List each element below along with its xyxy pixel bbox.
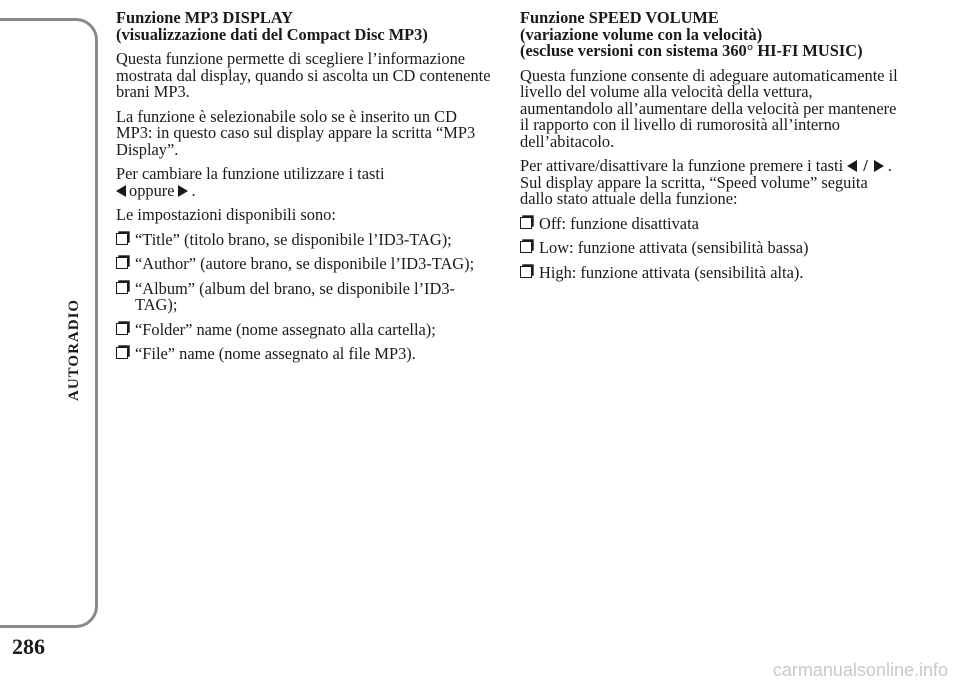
paragraph: Questa funzione consente di adeguare automaticamente il livello del volume alla velocità della vettura, aumentandolo all’aumentare della velocità per mantenere il rapporto con il livello di rumorosità all’interno dell’abitacolo. bbox=[520, 65, 898, 151]
paragraph: La funzione è selezionabile solo se è inserito un CD MP3: in questo caso sul display appare la scritta “MP3 Display”. bbox=[116, 106, 476, 159]
checkbox-bullet-icon bbox=[116, 281, 135, 298]
paragraph: Per cambiare la funzione utilizzare i tasti oppure . bbox=[116, 164, 385, 200]
list-item: Low: funzione attivata (sensibilità bassa) bbox=[520, 240, 900, 257]
list-item: “Album” (album del brano, se disponibile l’ID3-TAG); bbox=[116, 281, 496, 314]
paragraph: Per attivare/disattivare la funzione premere i tasti / . Sul display appare la scritta, “Speed volume” seguita dallo stato attuale della funzione: bbox=[520, 156, 892, 208]
paragraph: Questa funzione permette di scegliere l’informazione mostrata dal display, quando si ascolta un CD contenente brani MP3. bbox=[116, 49, 491, 101]
checkbox-bullet-icon bbox=[116, 256, 135, 273]
section-label: AUTORADIO bbox=[66, 298, 82, 402]
list-item: “Author” (autore brano, se disponibile l’ID3-TAG); bbox=[116, 256, 496, 273]
checkbox-bullet-icon bbox=[116, 232, 135, 249]
list-item: “Title” (titolo brano, se disponibile l’ID3-TAG); bbox=[116, 232, 496, 249]
arrow-left-icon bbox=[847, 160, 857, 172]
page-number: 286 bbox=[12, 634, 45, 659]
arrow-right-icon bbox=[874, 160, 884, 172]
paragraph: Le impostazioni disponibili sono: bbox=[116, 205, 336, 224]
watermark: carmanualsonline.info bbox=[772, 660, 948, 680]
arrow-left-icon bbox=[116, 185, 126, 197]
speed-volume-title: Funzione SPEED VOLUME (variazione volume con la velocità) (escluse versioni con sistema 360° HI-FI MUSIC) bbox=[520, 8, 863, 60]
list-item: “Folder” name (nome assegnato alla cartella); bbox=[116, 322, 496, 339]
checkbox-bullet-icon bbox=[520, 216, 539, 233]
list-item: High: funzione attivata (sensibilità alta). bbox=[520, 265, 900, 282]
checkbox-bullet-icon bbox=[520, 240, 539, 257]
right-column bbox=[520, 10, 900, 289]
left-column bbox=[116, 10, 496, 371]
arrow-right-icon bbox=[178, 185, 188, 197]
checkbox-bullet-icon bbox=[116, 346, 135, 363]
mp3-display-title: Funzione MP3 DISPLAY (visualizzazione dati del Compact Disc MP3) bbox=[116, 8, 428, 44]
list-item: Off: funzione disattivata bbox=[520, 216, 900, 233]
checkbox-bullet-icon bbox=[116, 322, 135, 339]
list-item: “File” name (nome assegnato al file MP3). bbox=[116, 346, 496, 363]
checkbox-bullet-icon bbox=[520, 265, 539, 282]
